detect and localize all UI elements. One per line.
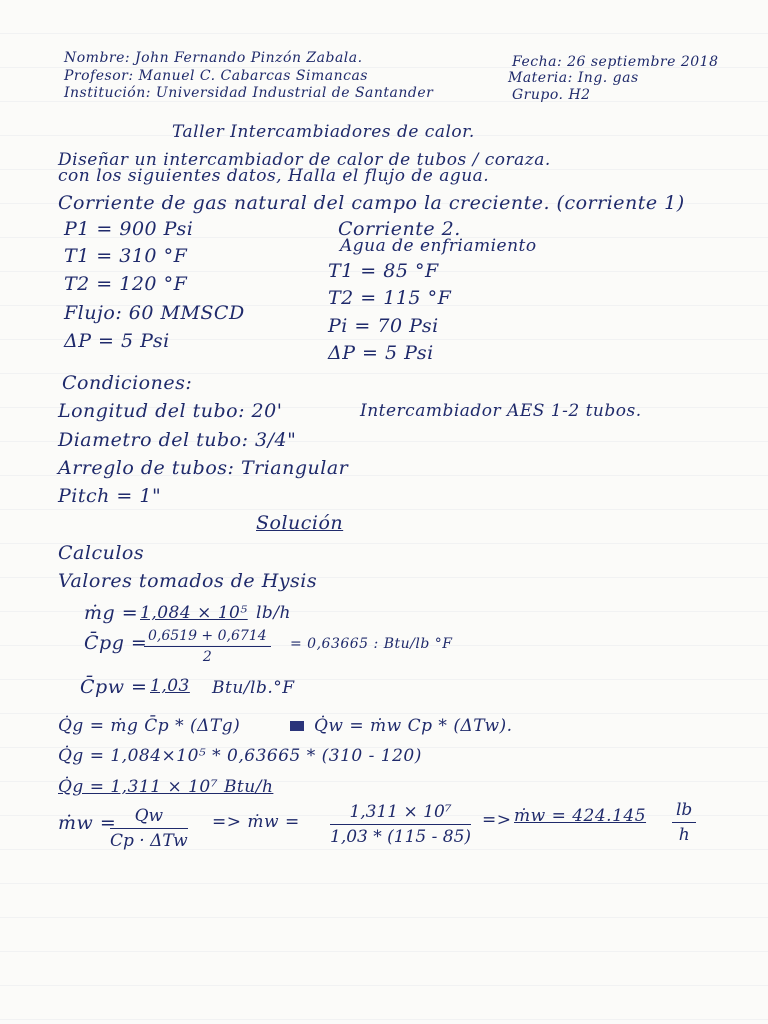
stream1-dp: ΔP = 5 Psi (64, 330, 170, 352)
mw-numerator-1: Qw (110, 806, 188, 829)
mg-lhs: ṁg = (84, 602, 139, 624)
mw-numerator-2: 1,311 × 10⁷ (330, 802, 471, 825)
solution-title: Solución (256, 512, 344, 534)
cpw-lhs: C̄pw = (80, 676, 148, 698)
stream2-pi: Pi = 70 Psi (328, 315, 439, 337)
stream1-flujo: Flujo: 60 MMSCD (64, 302, 245, 324)
equation-qw: Q̇w = ṁw Cp * (ΔTw). (314, 716, 513, 736)
separator-box (290, 721, 304, 731)
stream2-t1: T1 = 85 °F (328, 260, 439, 282)
condition-intercambiador: Intercambiador AES 1-2 tubos. (360, 401, 642, 421)
condition-longitud: Longitud del tubo: 20' (58, 400, 283, 422)
statement-line-1: Diseñar un intercambiador de calor de tubos / coraza. (58, 150, 551, 170)
stream1-t1: T1 = 310 °F (64, 245, 188, 267)
condition-arreglo: Arreglo de tubos: Triangular (58, 457, 349, 479)
cpg-lhs: C̄pg = (84, 632, 148, 654)
cpw-unit: Btu/lb.°F (212, 678, 295, 698)
header-profesor: Profesor: Manuel C. Cabarcas Simancas (64, 68, 368, 84)
stream2-subtitle: Agua de enfriamiento (340, 236, 537, 256)
mw-unit (672, 800, 696, 845)
conditions-title: Condiciones: (62, 372, 193, 394)
equation-qg: Q̇g = ṁg C̄p * (ΔTg) (58, 716, 241, 736)
cpg-numerator: 0,6519 + 0,6714 (144, 628, 271, 647)
calc-title: Calculos (58, 542, 145, 564)
mw-unit-numerator: lb (672, 800, 696, 823)
page-title: Taller Intercambiadores de calor. (172, 122, 475, 142)
mw-unit-denominator: h (678, 825, 690, 845)
header-fecha: Fecha: 26 septiembre 2018 (512, 54, 719, 70)
mw-fraction-1 (110, 806, 188, 851)
stream1-title: Corriente de gas natural del campo la creciente. (corriente 1) (58, 192, 685, 214)
equation-qg-substituted: Q̇g = 1,084×10⁵ * 0,63665 * (310 - 120) (58, 746, 422, 766)
header-institucion: Institución: Universidad Industrial de Santander (64, 85, 434, 101)
mw-fraction-2 (330, 802, 471, 847)
mw-arrow-1: => ṁw = (212, 812, 300, 832)
cpg-rhs: = 0,63665 : Btu/lb °F (290, 636, 453, 652)
statement-line-2: con los siguientes datos, Halla el flujo de agua. (58, 166, 490, 186)
header-nombre: Nombre: John Fernando Pinzón Zabala. (64, 50, 363, 66)
stream2-t2: T2 = 115 °F (328, 287, 452, 309)
condition-diametro: Diametro del tubo: 3/4" (58, 429, 297, 451)
hysys-title: Valores tomados de Hysis (58, 570, 318, 592)
cpg-denominator: 2 (202, 649, 212, 665)
cpg-fraction (144, 628, 271, 665)
mw-arrow-2: => (482, 810, 512, 830)
cpw-value: 1,03 (150, 676, 190, 696)
stream2-title: Corriente 2. (338, 218, 461, 240)
stream1-t2: T2 = 120 °F (64, 273, 188, 295)
header-grupo: Grupo. H2 (512, 87, 591, 103)
header-materia: Materia: Ing. gas (508, 70, 639, 86)
mw-denominator-2: 1,03 * (115 - 85) (330, 827, 472, 847)
condition-pitch: Pitch = 1" (58, 485, 162, 507)
stream1-p1: P1 = 900 Psi (64, 218, 194, 240)
equation-qg-result: Q̇g = 1,311 × 10⁷ Btu/h (58, 777, 274, 797)
mw-denominator-1: Cp · ΔTw (110, 831, 188, 851)
mw-lhs: ṁw = (58, 812, 117, 834)
mw-result: ṁw = 424.145 (514, 806, 647, 826)
stream2-dp: ΔP = 5 Psi (328, 342, 434, 364)
mg-value: 1,084 × 10⁵ (140, 603, 248, 623)
mg-unit: lb/h (256, 603, 291, 623)
